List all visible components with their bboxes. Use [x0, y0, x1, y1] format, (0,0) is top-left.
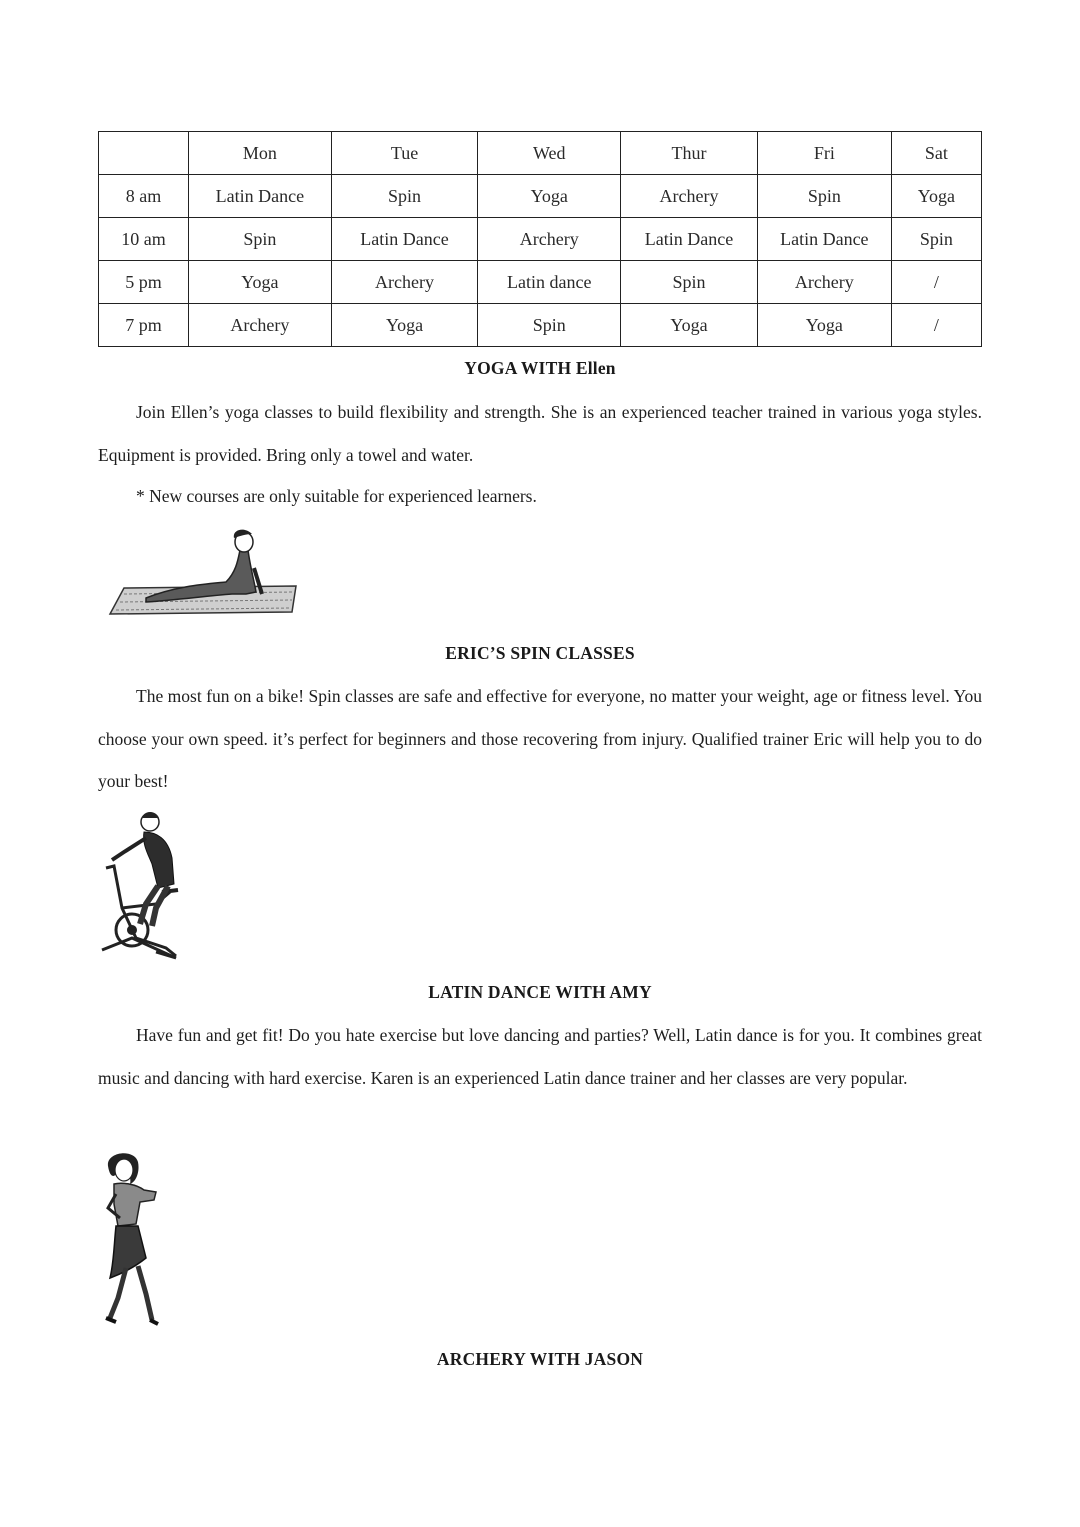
- schedule-header-cell: Fri: [757, 132, 891, 175]
- spin-heading: ERIC’S SPIN CLASSES: [445, 643, 635, 663]
- yoga-note: * New courses are only suitable for experienced learners.: [136, 486, 537, 506]
- schedule-cell: Latin Dance: [621, 218, 758, 261]
- latin-description: Have fun and get fit! Do you hate exercise but love dancing and parties? Well, Latin dance is for you. It combines great music and dancing with hard exercise. Karen is an experienced Latin dance trainer and her classes are very popular.: [98, 1025, 982, 1088]
- archery-heading: ARCHERY WITH JASON: [436, 1349, 644, 1369]
- schedule-cell: Yoga: [891, 175, 981, 218]
- schedule-cell: Archery: [757, 261, 891, 304]
- schedule-cell: Spin: [891, 218, 981, 261]
- schedule-header-cell: Sat: [891, 132, 981, 175]
- schedule-cell: Latin Dance: [188, 175, 331, 218]
- schedule-cell: Yoga: [188, 261, 331, 304]
- yoga-heading: YOGA WITH Ellen: [464, 358, 616, 378]
- schedule-cell: /: [891, 261, 981, 304]
- schedule-row: [99, 304, 982, 347]
- schedule-time-cell: 7 pm: [99, 304, 189, 347]
- schedule-header-cell: Thur: [621, 132, 758, 175]
- schedule-cell: Yoga: [757, 304, 891, 347]
- schedule-header-cell: Wed: [478, 132, 621, 175]
- schedule-cell: Archery: [478, 218, 621, 261]
- schedule-cell: Latin Dance: [757, 218, 891, 261]
- class-schedule-table: [98, 131, 982, 347]
- yoga-pose-illustration: [106, 528, 302, 622]
- schedule-header-row: [99, 132, 982, 175]
- yoga-description: Join Ellen’s yoga classes to build flexibility and strength. She is an experienced teacher trained in various yoga styles. Equipment is provided. Bring only a towel and water.: [98, 402, 982, 465]
- schedule-row: [99, 261, 982, 304]
- schedule-cell: /: [891, 304, 981, 347]
- schedule-cell: Latin Dance: [331, 218, 478, 261]
- schedule-cell: Archery: [331, 261, 478, 304]
- schedule-time-cell: 10 am: [99, 218, 189, 261]
- schedule-cell: Archery: [188, 304, 331, 347]
- schedule-cell: Archery: [621, 175, 758, 218]
- schedule-cell: Yoga: [621, 304, 758, 347]
- schedule-cell: Spin: [478, 304, 621, 347]
- schedule-cell: Latin dance: [478, 261, 621, 304]
- latin-dancer-illustration: [96, 1148, 168, 1330]
- spin-bike-illustration: [96, 808, 192, 964]
- schedule-header-cell: [99, 132, 189, 175]
- schedule-cell: Spin: [757, 175, 891, 218]
- schedule-cell: Spin: [621, 261, 758, 304]
- schedule-body: [99, 132, 982, 347]
- spin-description: The most fun on a bike! Spin classes are safe and effective for everyone, no matter your weight, age or fitness level. You choose your own speed. it’s perfect for beginners and those recovering from injury. Qualified trainer Eric will help you to do your best!: [98, 686, 982, 791]
- schedule-cell: Spin: [331, 175, 478, 218]
- latin-heading: LATIN DANCE WITH AMY: [428, 982, 652, 1002]
- schedule-cell: Yoga: [478, 175, 621, 218]
- schedule-header-cell: Tue: [331, 132, 478, 175]
- schedule-row: [99, 175, 982, 218]
- schedule-time-cell: 5 pm: [99, 261, 189, 304]
- schedule-time-cell: 8 am: [99, 175, 189, 218]
- schedule-header-cell: Mon: [188, 132, 331, 175]
- schedule-row: [99, 218, 982, 261]
- schedule-cell: Yoga: [331, 304, 478, 347]
- schedule-cell: Spin: [188, 218, 331, 261]
